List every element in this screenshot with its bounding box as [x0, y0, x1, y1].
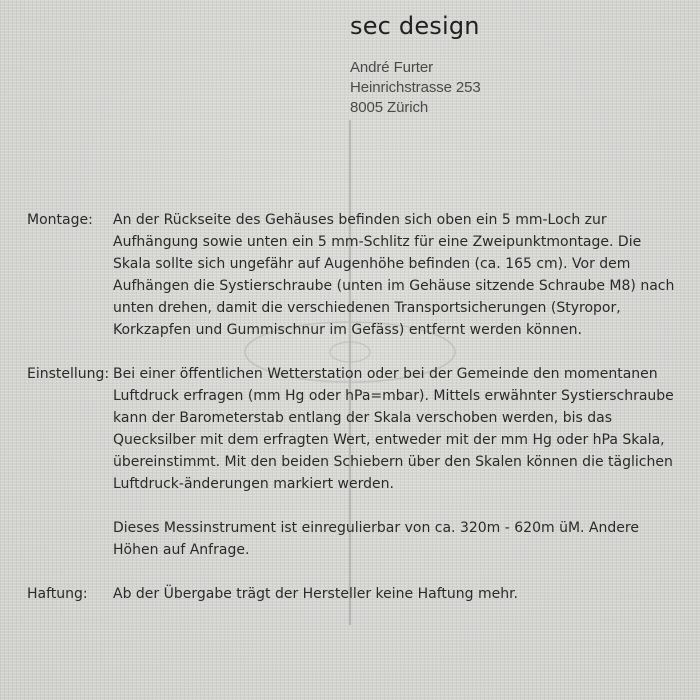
section-body — [113, 583, 682, 605]
paragraph: An der Rückseite des Gehäuses befinden sich oben ein 5 mm-Loch zur Aufhängung sowie unten ein 5 mm-Schlitz für eine Zweipunktmontage. Die Skala sollte sich ungefähr auf Augenhöhe befinden (ca. 165 cm). Vor dem Aufhängen die Systierschraube (unten im Gehäuse sitzende Schraube M8) nach unten drehen, damit die verschiedenen Transportsicherungen (Styropor, Korkzapfen und Gummischnur im Gefäss) entfernt werden können. — [113, 212, 675, 338]
section-label: Montage: — [27, 212, 93, 228]
section-einstellung — [27, 363, 682, 561]
paragraph: Ab der Übergabe trägt der Hersteller keine Haftung mehr. — [113, 586, 518, 602]
instructions — [27, 209, 682, 627]
brand-name: sec design — [350, 12, 480, 40]
letterhead — [350, 12, 481, 118]
address-name: André Furter — [350, 59, 433, 76]
address-street: Heinrichstrasse 253 — [350, 79, 481, 96]
section-body — [113, 209, 682, 341]
address-city: 8005 Zürich — [350, 99, 429, 116]
paragraph: Bei einer öffentlichen Wetterstation oder bei der Gemeinde den momentanen Luftdruck erfragen (mm Hg oder hPa=mbar). Mittels erwähnter Systierschraube kann der Barometerstab entlang der Skala verschoben werden, bis das Quecksilber mit dem erfragten Wert, entweder mit der mm Hg oder hPa Skala, übereinstimmt. Mit den beiden Schiebern über den Skalen können die täglichen Luftdruck-änderungen markiert werden. — [113, 366, 674, 492]
section-montage — [27, 209, 682, 341]
section-label: Haftung: — [27, 586, 88, 602]
section-haftung — [27, 583, 682, 605]
section-label: Einstellung: — [27, 366, 110, 382]
section-body — [113, 363, 682, 561]
paragraph: Dieses Messinstrument ist einregulierbar von ca. 320m - 620m üM. Andere Höhen auf Anfrage. — [113, 520, 639, 558]
address-block — [350, 58, 481, 118]
